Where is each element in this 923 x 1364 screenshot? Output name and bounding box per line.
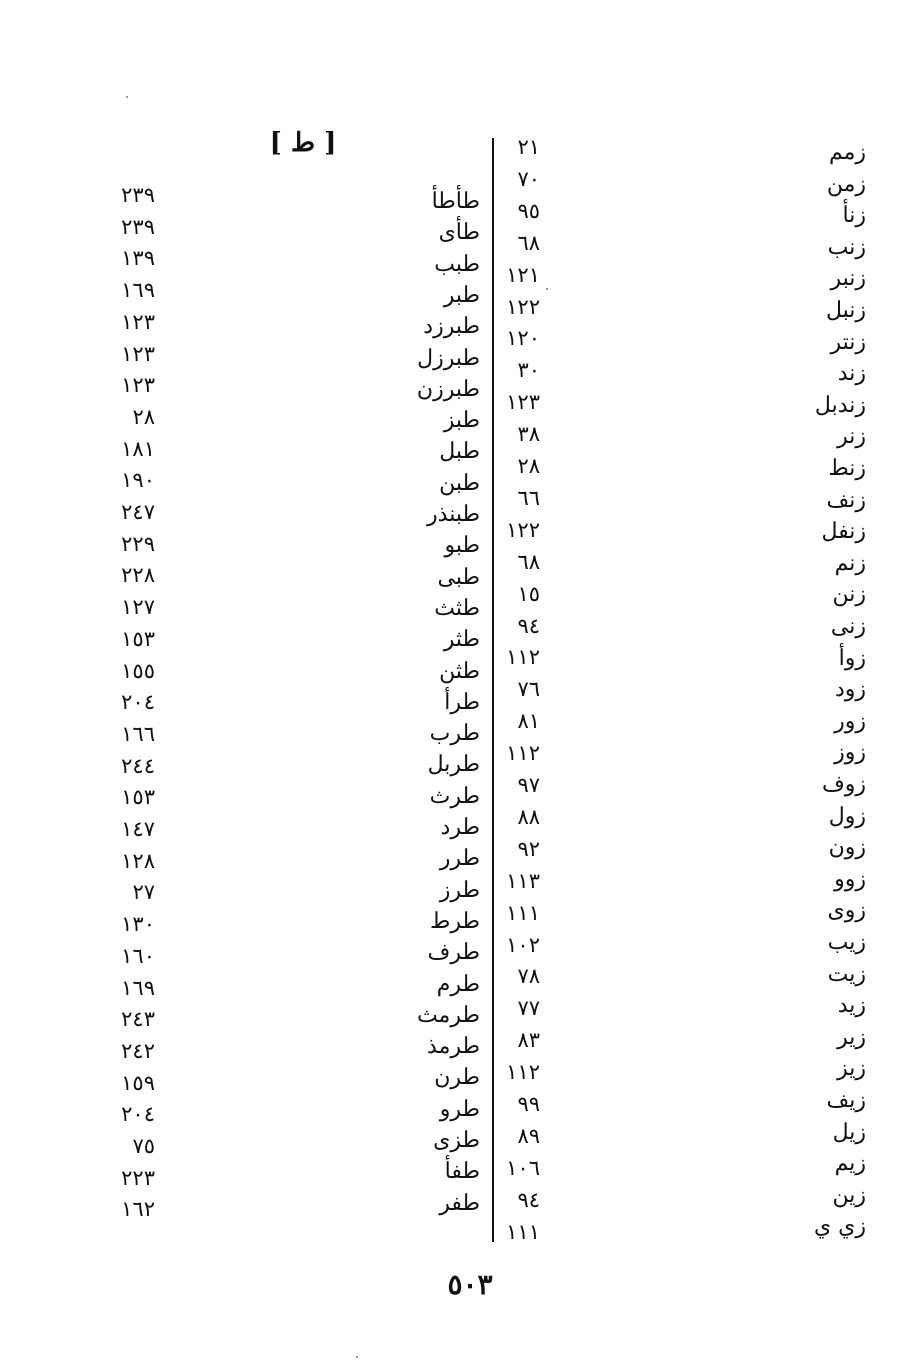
page-reference: ٢٧ bbox=[132, 880, 155, 905]
index-word: طبل bbox=[439, 439, 480, 465]
index-word: طبى bbox=[437, 564, 480, 590]
index-word: زمم bbox=[828, 140, 866, 165]
page-reference: ٩٥ bbox=[517, 198, 540, 223]
page-reference: ١٢٣ bbox=[121, 373, 155, 398]
index-word: زيم bbox=[834, 1151, 866, 1177]
page-reference: ٢٣٩ bbox=[121, 183, 155, 207]
index-word: زوى bbox=[827, 898, 866, 924]
index-word: زنم bbox=[834, 550, 866, 576]
page-reference: ٨٩ bbox=[517, 1123, 540, 1148]
page-reference: ٩٩ bbox=[517, 1092, 540, 1116]
page-reference: ٢٠٤ bbox=[121, 1102, 155, 1127]
index-word: طرمذ bbox=[427, 1034, 480, 1060]
index-word: طفر bbox=[439, 1190, 480, 1216]
page-reference: ٢٨ bbox=[132, 404, 155, 429]
index-word: زيز bbox=[837, 1056, 866, 1082]
index-word: طأى bbox=[438, 220, 480, 246]
index-word: طبب bbox=[434, 251, 480, 277]
index-word: زنى bbox=[830, 614, 866, 639]
page-reference: ٢٢٨ bbox=[121, 563, 155, 588]
index-word: طثر bbox=[443, 627, 480, 653]
page-reference: ١٢٣ bbox=[121, 309, 155, 334]
index-word: طرث bbox=[429, 783, 480, 809]
index-word: طثث bbox=[434, 595, 480, 621]
index-word: زندبل bbox=[814, 392, 866, 418]
page-reference: ١٢٣ bbox=[506, 390, 540, 415]
index-word: زير bbox=[837, 1024, 866, 1050]
page-reference: ٧٨ bbox=[517, 964, 540, 989]
index-word: زنتر bbox=[830, 329, 866, 355]
page-reference: ١٥٩ bbox=[121, 1070, 155, 1095]
page-reference: ١٠٢ bbox=[506, 932, 540, 957]
page-reference: ٦٨ bbox=[517, 549, 540, 574]
index-word: طبرزن bbox=[416, 376, 480, 402]
index-word: طرط bbox=[430, 908, 480, 934]
print-speck bbox=[126, 96, 128, 98]
index-word: زيب bbox=[827, 930, 866, 955]
index-word: طرم bbox=[436, 971, 480, 997]
index-word: طبرزل bbox=[417, 345, 480, 371]
index-word: طرد bbox=[440, 815, 480, 840]
index-word: طثن bbox=[439, 658, 480, 684]
page-reference: ٢٤٧ bbox=[121, 500, 155, 524]
page-reference: ٧٦ bbox=[517, 677, 540, 702]
index-word: طرن bbox=[434, 1065, 480, 1091]
page-reference: ١٦٩ bbox=[121, 975, 155, 1000]
page-reference: ٢٠٤ bbox=[121, 690, 155, 715]
index-word: زنن bbox=[832, 582, 866, 608]
index-word: زود bbox=[834, 677, 866, 703]
index-word: زنأ bbox=[842, 203, 866, 229]
page-reference: ١١٢ bbox=[506, 741, 540, 766]
index-word: طربل bbox=[427, 752, 480, 778]
page-reference: ٢٤٢ bbox=[121, 1038, 155, 1063]
page-reference: ١٦٦ bbox=[121, 721, 155, 746]
page-reference: ١٦٩ bbox=[121, 278, 155, 303]
page-reference: ١٢٢ bbox=[506, 517, 540, 542]
index-word: زيل bbox=[832, 1119, 866, 1145]
index-word: طبنذر bbox=[427, 502, 480, 527]
page-reference: ٢٤٤ bbox=[121, 753, 155, 778]
page-number: ٥٠٣ bbox=[447, 1268, 493, 1301]
index-word: طبز bbox=[443, 408, 480, 434]
page-reference: ١٥ bbox=[517, 581, 540, 606]
index-word: طرب bbox=[429, 721, 480, 747]
index-word: زوف bbox=[821, 772, 866, 797]
page-reference: ٩٤ bbox=[517, 1187, 540, 1212]
page-reference: ٢٤٣ bbox=[121, 1007, 155, 1032]
page-reference: ١٩٠ bbox=[121, 468, 155, 493]
page-reference: ١١٢ bbox=[506, 645, 540, 670]
index-word: طرو bbox=[439, 1096, 480, 1122]
page-reference: ٣٠ bbox=[517, 358, 540, 383]
index-word: زنر bbox=[837, 424, 866, 450]
page-reference: ١١١ bbox=[506, 1219, 540, 1244]
index-word: زنبل bbox=[825, 298, 866, 323]
index-word: طفأ bbox=[444, 1159, 480, 1185]
page-reference: ٢٣٩ bbox=[121, 214, 155, 239]
index-word: زي ي bbox=[813, 1214, 866, 1240]
index-word: زوأ bbox=[838, 645, 866, 671]
index-word: طرر bbox=[439, 846, 480, 872]
page-reference: ١٢٣ bbox=[121, 341, 155, 366]
index-word: زنبر bbox=[830, 266, 866, 292]
index-word: طرأ bbox=[444, 689, 480, 715]
page-reference: ٢٢٩ bbox=[121, 531, 155, 556]
index-word: زور bbox=[834, 708, 866, 734]
index-word: زنف bbox=[826, 487, 866, 513]
index-word: طأطأ bbox=[431, 189, 480, 214]
index-word: طبو bbox=[444, 533, 480, 559]
page-reference: ٨٣ bbox=[517, 1028, 540, 1053]
index-word: زيف bbox=[826, 1088, 866, 1113]
index-word: زند bbox=[837, 361, 866, 387]
page-reference: ١١٣ bbox=[506, 868, 540, 893]
page-reference: ٩٢ bbox=[517, 836, 540, 861]
page-reference: ١٢٢ bbox=[506, 294, 540, 319]
page-reference: ١٥٥ bbox=[121, 658, 155, 683]
print-speck bbox=[546, 288, 548, 290]
page-reference: ١٣٩ bbox=[121, 246, 155, 271]
page-reference: ٦٨ bbox=[517, 230, 540, 255]
page-reference: ٢١ bbox=[517, 135, 540, 159]
page-reference: ١٤٧ bbox=[121, 817, 155, 841]
page-reference: ١٢٠ bbox=[506, 326, 540, 351]
index-word: زون bbox=[828, 835, 866, 861]
page-reference: ١٨١ bbox=[121, 436, 155, 461]
index-word: طرمث bbox=[416, 1002, 480, 1028]
index-word: زول bbox=[828, 803, 866, 829]
print-speck bbox=[356, 1356, 358, 1358]
index-word: طبر bbox=[443, 282, 480, 308]
index-word: زين bbox=[832, 1182, 866, 1208]
index-word: زنط bbox=[828, 456, 866, 481]
page-reference: ١١١ bbox=[506, 900, 540, 925]
page-reference: ٨١ bbox=[517, 709, 540, 734]
page-reference: ٧٠ bbox=[517, 166, 540, 191]
page-reference: ١٠٦ bbox=[506, 1155, 540, 1180]
page-reference: ١١٢ bbox=[506, 1060, 540, 1085]
index-word: زيد bbox=[837, 993, 866, 1019]
page-reference: ٢٨ bbox=[517, 454, 540, 478]
page-reference: ١٣٠ bbox=[121, 912, 155, 937]
index-word: طبرزد bbox=[423, 314, 480, 340]
page-reference: ١٦٠ bbox=[121, 943, 155, 968]
index-word: زنفل bbox=[821, 519, 866, 545]
page-reference: ٦٦ bbox=[517, 485, 540, 510]
page-reference: ٩٤ bbox=[517, 613, 540, 638]
index-word: زوز bbox=[834, 740, 866, 766]
index-word: طزى bbox=[433, 1128, 480, 1153]
section-heading: [ ط ] bbox=[269, 128, 337, 158]
index-word: زوو bbox=[834, 866, 866, 892]
page-reference: ٧٥ bbox=[132, 1134, 155, 1158]
index-word: زمن bbox=[826, 171, 866, 197]
index-word: طرز bbox=[439, 877, 480, 903]
page-reference: ١٢٧ bbox=[121, 595, 155, 620]
page-reference: ٩٧ bbox=[517, 773, 540, 797]
page-reference: ١٢١ bbox=[506, 262, 540, 287]
index-word: طرف bbox=[427, 940, 480, 966]
page-reference: ١٦٢ bbox=[121, 1197, 155, 1222]
page-reference: ٨٨ bbox=[517, 804, 540, 829]
page-reference: ١٢٨ bbox=[121, 848, 155, 873]
index-word: زيت bbox=[827, 961, 866, 987]
page-reference: ٢٢٣ bbox=[121, 1165, 155, 1190]
index-word: زنب bbox=[827, 234, 866, 260]
page-reference: ٣٨ bbox=[517, 422, 540, 447]
page-reference: ٧٧ bbox=[517, 996, 540, 1021]
index-word: طبن bbox=[439, 470, 480, 496]
page-reference: ١٥٣ bbox=[121, 785, 155, 810]
page-reference: ١٥٣ bbox=[121, 626, 155, 651]
